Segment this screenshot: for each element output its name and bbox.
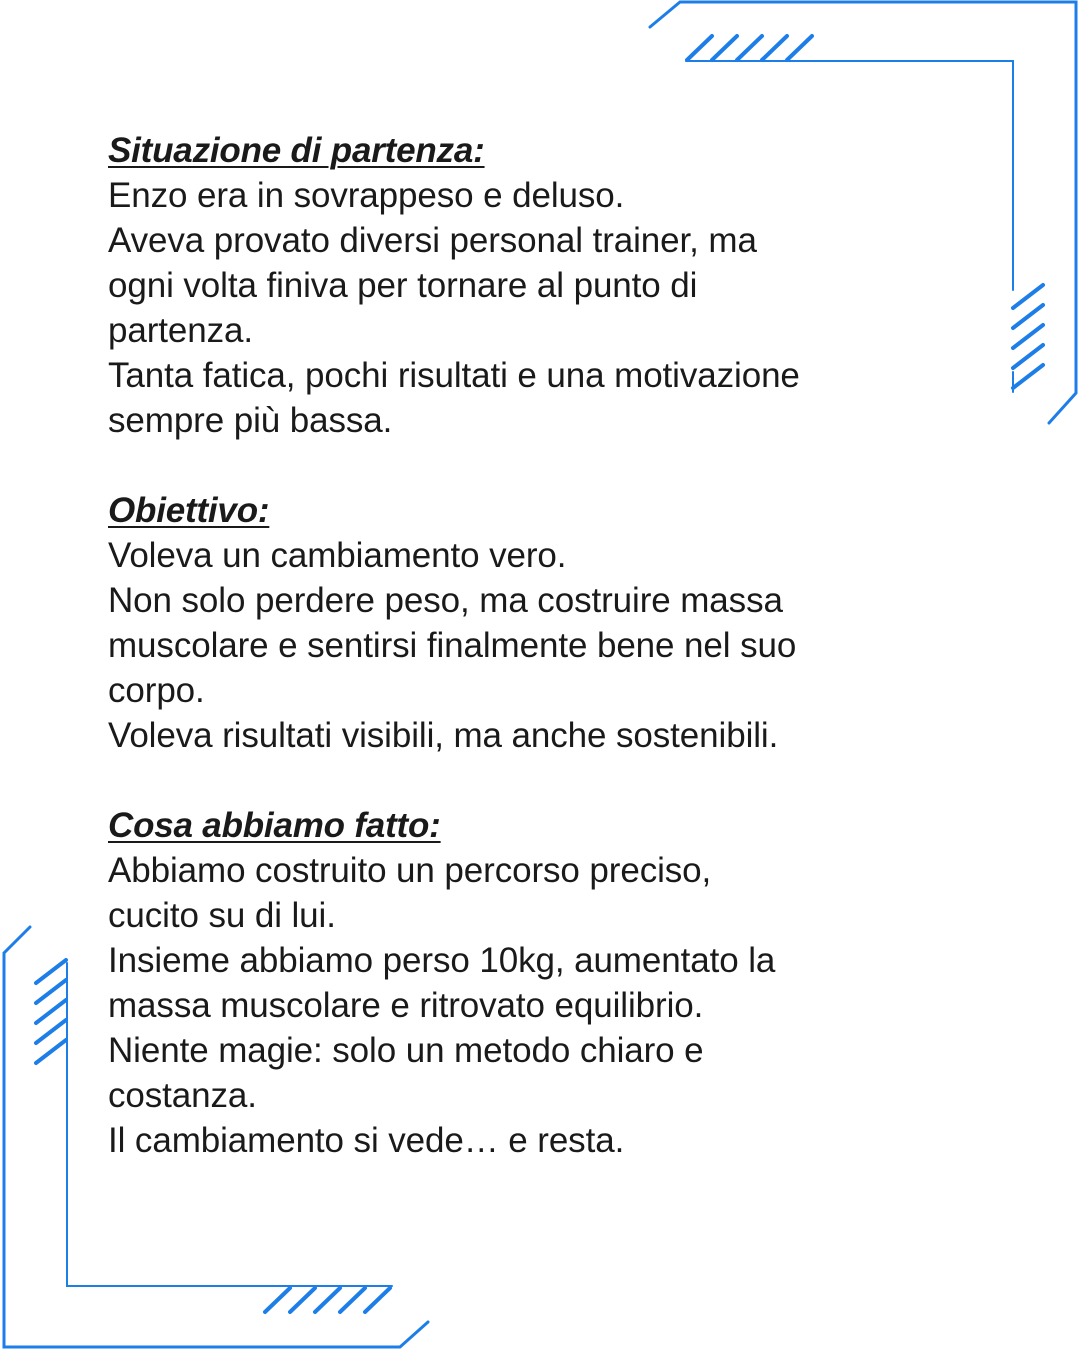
section-line: costanza. <box>108 1076 257 1115</box>
section-line: corpo. <box>108 671 205 710</box>
section-line: Il cambiamento si vede… e resta. <box>108 1121 625 1160</box>
section-heading: Cosa abbiamo fatto: <box>108 806 441 845</box>
section-line: Niente magie: solo un metodo chiaro e <box>108 1031 704 1070</box>
section-situazione <box>108 128 1008 443</box>
section-line: Enzo era in sovrappeso e deluso. <box>108 176 625 215</box>
left-hatch-marks <box>36 960 66 1063</box>
bottom-hatch-marks <box>265 1288 390 1312</box>
section-line: sempre più bassa. <box>108 401 393 440</box>
section-line: Non solo perdere peso, ma costruire massa <box>108 581 783 620</box>
section-line: muscolare e sentirsi finalmente bene nel suo <box>108 626 797 665</box>
section-line: Abbiamo costruito un percorso preciso, <box>108 851 712 890</box>
section-line: ogni volta finiva per tornare al punto di <box>108 266 698 305</box>
section-heading: Obiettivo: <box>108 491 270 530</box>
section-line: Tanta fatica, pochi risultati e una motivazione <box>108 356 800 395</box>
section-line: Voleva un cambiamento vero. <box>108 536 567 575</box>
section-obiettivo <box>108 488 1008 758</box>
case-study-text <box>108 128 1008 1163</box>
section-line: massa muscolare e ritrovato equilibrio. <box>108 986 704 1025</box>
section-line: Voleva risultati visibili, ma anche sostenibili. <box>108 716 779 755</box>
top-hatch-marks <box>687 36 812 60</box>
section-cosa-abbiamo-fatto <box>108 803 1008 1163</box>
section-line: Aveva provato diversi personal trainer, ma <box>108 221 757 260</box>
section-heading: Situazione di partenza: <box>108 131 485 170</box>
right-hatch-marks <box>1013 285 1043 388</box>
section-line: Insieme abbiamo perso 10kg, aumentato la <box>108 941 776 980</box>
section-line: partenza. <box>108 311 254 350</box>
section-line: cucito su di lui. <box>108 896 336 935</box>
